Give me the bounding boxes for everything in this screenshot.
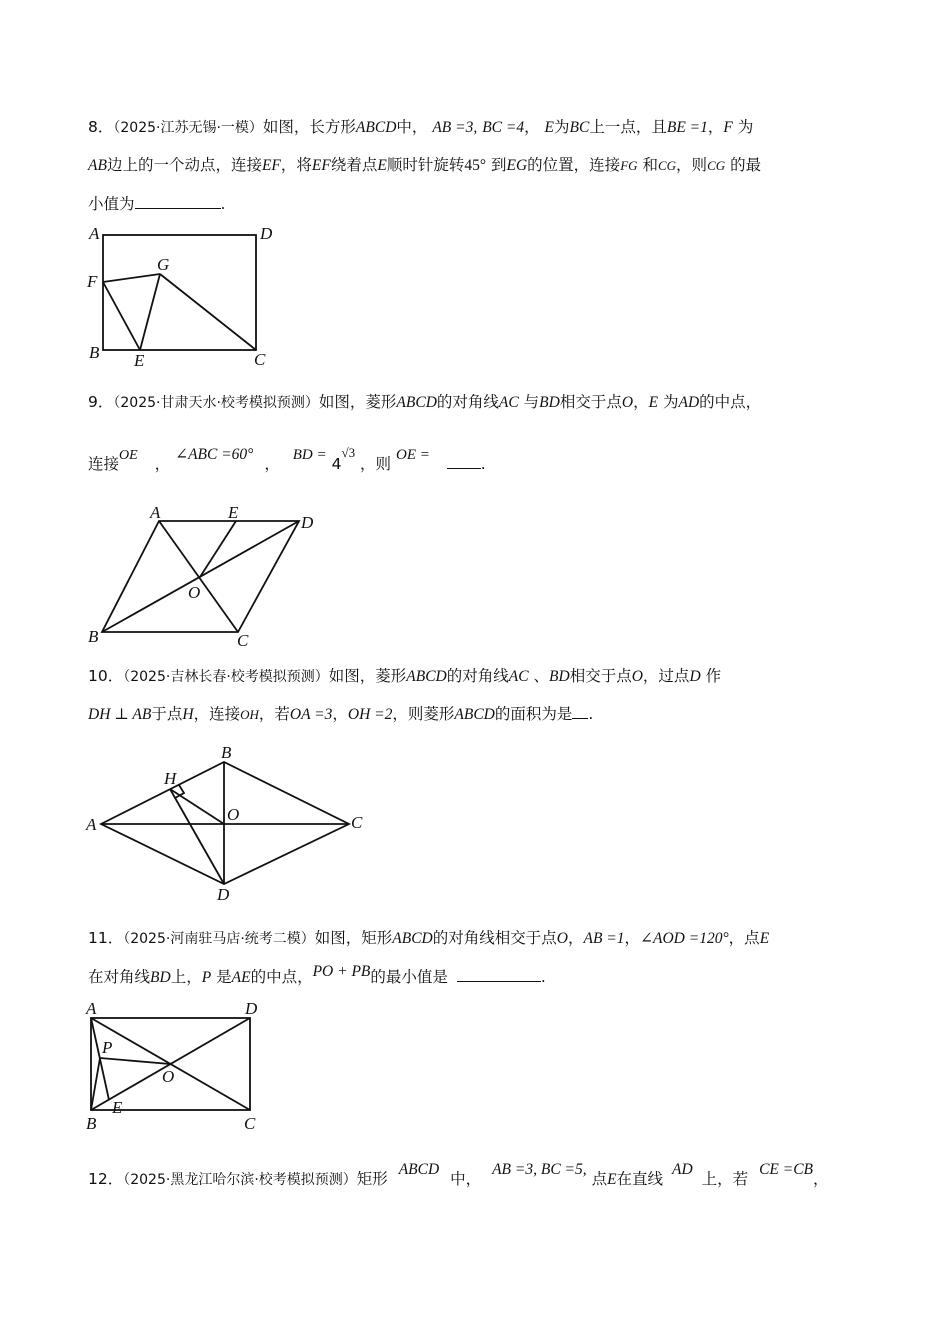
q8-segment-fg (103, 274, 160, 282)
q10-number: 10． (88, 667, 124, 685)
q8-label-b: B (89, 343, 100, 362)
q11-segment-pb (91, 1058, 100, 1110)
q10-label-h: H (164, 769, 177, 788)
q12-line-1: 12．（2025·黑龙江哈尔滨·校考模拟预测）矩形 ABCD 中， AB =3, BC =5, 点E在直线 AD 上，若 CE =CB， (88, 1161, 829, 1188)
q10-source: （2025·吉林长春·校考模拟预测） (123, 669, 329, 685)
q9-line-2: 连接OE ， ∠ABC =60° ， BD = $4^{√3}$ ，则 OE = . (88, 445, 486, 473)
q10-label-b: B (221, 743, 232, 762)
q11-label-a: A (86, 999, 97, 1018)
q9-label-d: D (301, 513, 314, 532)
q11-label-c: C (244, 1114, 256, 1133)
q8-label-g: G (157, 255, 170, 274)
q11-segment-po (100, 1058, 170, 1064)
q11-number: 11． (88, 929, 124, 947)
q9-figure (80, 500, 340, 650)
q11-answer-blank[interactable] (457, 967, 541, 982)
q11-label-b: B (86, 1114, 97, 1133)
q8-label-e: E (134, 351, 145, 370)
q8-answer-blank[interactable] (135, 194, 221, 209)
q9-line-1: 9．（2025·甘肃天水·校考模拟预测）如图，菱形ABCD的对角线AC 与BD相交于点O，E 为AD的中点， (88, 393, 762, 411)
q8-segment-ge (140, 274, 160, 350)
q11-line-2: 在对角线BD上，P 是AE的中点，PO + PB的最小值是 . (88, 963, 546, 986)
q8-number: 8． (88, 118, 114, 136)
q9-source: （2025·甘肃天水·校考模拟预测） (113, 395, 319, 411)
q9-answer-blank[interactable] (447, 454, 481, 469)
q9-label-b: B (88, 627, 99, 646)
q8-label-c: C (254, 350, 266, 369)
q11-label-o: O (162, 1067, 175, 1086)
q10-segment-dh (170, 789, 224, 884)
q10-figure (80, 742, 380, 907)
q8-segment-gc (160, 274, 256, 350)
q10-line-2: DH ⊥ AB于点H，连接OH，若OA =3，OH =2，则菱形ABCD的面积为是 . (88, 705, 594, 723)
q8-line-1: 8．（2025·江苏无锡·一模）如图，长方形ABCD中， AB =3, BC =4， E为BC上一点，且BE =1，F 为 (88, 118, 754, 136)
q10-label-o: O (227, 805, 240, 824)
q9-number: 9． (88, 393, 114, 411)
q8-line-2: AB边上的一个动点，连接EF，将EF绕着点E顺时针旋转45° 到EG的位置，连接FG 和CG，则CG 的最 (88, 156, 762, 174)
q12-source: （2025·黑龙江哈尔滨·校考模拟预测） (123, 1172, 357, 1188)
q11-label-d: D (245, 999, 258, 1018)
q9-label-c: C (237, 631, 249, 650)
q9-label-a: A (150, 503, 161, 522)
q8-segment-fe (103, 282, 140, 350)
q10-segment-oh (170, 789, 224, 824)
q11-line-1: 11．（2025·河南驻马店·统考二模）如图，矩形ABCD的对角线相交于点O，AB =1，∠AOD =120°，点E (88, 929, 770, 947)
q11-label-e: E (112, 1098, 123, 1117)
q10-line-1: 10．（2025·吉林长春·校考模拟预测）如图，菱形ABCD的对角线AC 、BD相交于点O，过点D 作 (88, 667, 722, 685)
q9-segment-oe (200, 521, 236, 577)
q9-label-e: E (228, 503, 239, 522)
q8-line-3: 小值为 . (88, 195, 226, 213)
q10-answer-blank[interactable] (572, 704, 588, 719)
q11-figure (80, 996, 280, 1141)
q11-label-p: P (102, 1038, 113, 1057)
q8-label-a: A (89, 224, 100, 243)
q8-figure (80, 222, 290, 372)
q10-rhombus (101, 762, 349, 884)
q8-label-f: F (87, 272, 98, 291)
q8-source: （2025·江苏无锡·一模） (113, 120, 263, 136)
q10-label-a: A (86, 815, 97, 834)
q11-source: （2025·河南驻马店·统考二模） (123, 931, 315, 947)
q10-label-c: C (351, 813, 363, 832)
q9-label-o: O (188, 583, 201, 602)
q12-number: 12． (88, 1170, 124, 1188)
q10-label-d: D (217, 885, 230, 904)
q8-label-d: D (260, 224, 273, 243)
